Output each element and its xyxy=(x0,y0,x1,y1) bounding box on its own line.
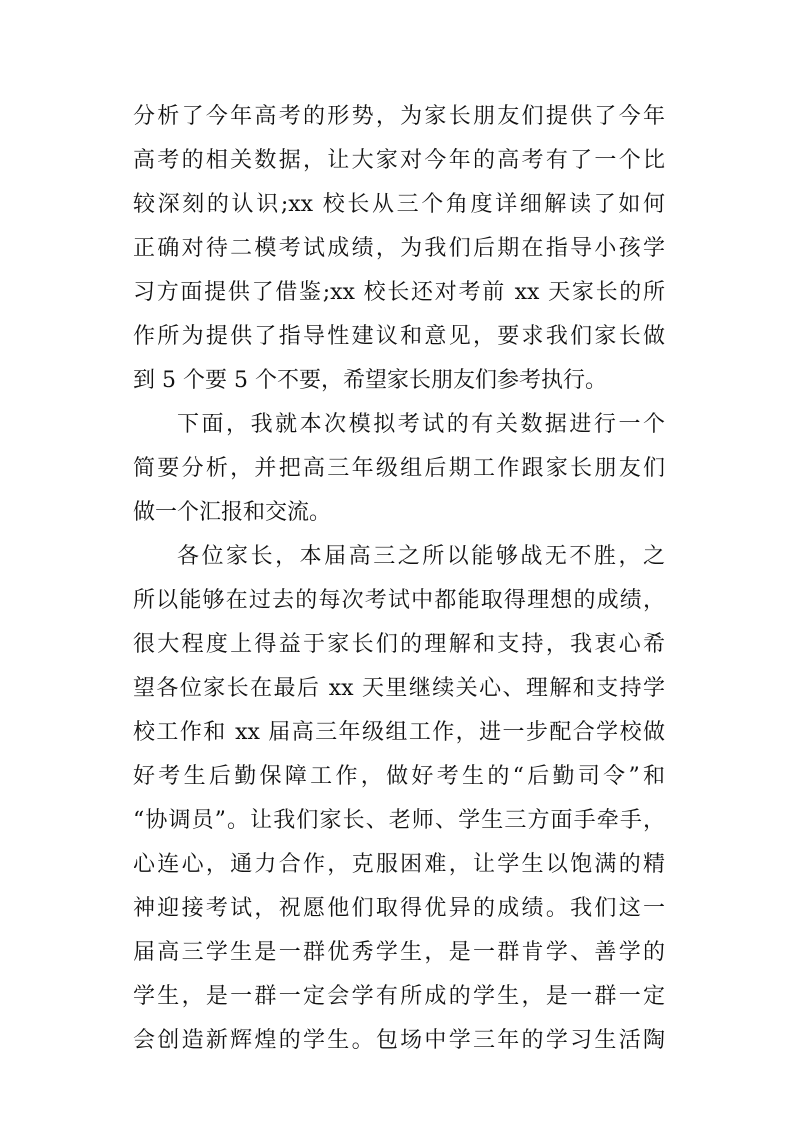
text-line: 正确对待二模考试成绩，为我们后期在指导小孩学 xyxy=(133,236,665,261)
text-line: 高考的相关数据，让大家对今年的高考有了一个比 xyxy=(133,148,665,173)
text-line: 到 5 个要 5 个不要，希望家长朋友们参考执行。 xyxy=(133,368,607,393)
body-text xyxy=(133,95,665,1063)
text-line: 做一个汇报和交流。 xyxy=(133,500,332,525)
text-line: 校工作和 xx 届高三年级组工作，进一步配合学校做 xyxy=(133,720,665,745)
text-line: 会创造新辉煌的学生。包场中学三年的学习生活陶 xyxy=(133,1028,665,1053)
paragraph-start-line: 下面，我就本次模拟考试的有关数据进行一个 xyxy=(177,412,665,437)
text-line: 所以能够在过去的每次考试中都能取得理想的成绩， xyxy=(133,588,665,613)
text-line: 学生，是一群一定会学有所成的学生，是一群一定 xyxy=(133,984,665,1009)
text-line: 望各位家长在最后 xx 天里继续关心、理解和支持学 xyxy=(133,676,665,701)
text-line: 较深刻的认识;xx 校长从三个角度详细解读了如何 xyxy=(133,192,665,217)
text-line: 简要分析，并把高三年级组后期工作跟家长朋友们 xyxy=(133,456,665,481)
text-line: 心连心，通力合作，克服困难，让学生以饱满的精 xyxy=(133,852,665,877)
text-line: 好考生后勤保障工作，做好考生的“后勤司令”和 xyxy=(133,764,665,789)
text-line: 习方面提供了借鉴;xx 校长还对考前 xx 天家长的所 xyxy=(133,280,665,305)
text-line: 很大程度上得益于家长们的理解和支持，我衷心希 xyxy=(133,632,665,657)
text-line: 神迎接考试，祝愿他们取得优异的成绩。我们这一 xyxy=(133,896,665,921)
paragraph-start-line: 各位家长，本届高三之所以能够战无不胜，之 xyxy=(177,544,665,569)
text-line: 分析了今年高考的形势，为家长朋友们提供了今年 xyxy=(133,104,665,129)
text-line: 届高三学生是一群优秀学生，是一群肯学、善学的 xyxy=(133,940,665,965)
text-line: 作所为提供了指导性建议和意见，要求我们家长做 xyxy=(133,324,665,349)
text-line: “协调员”。让我们家长、老师、学生三方面手牵手， xyxy=(133,808,665,833)
